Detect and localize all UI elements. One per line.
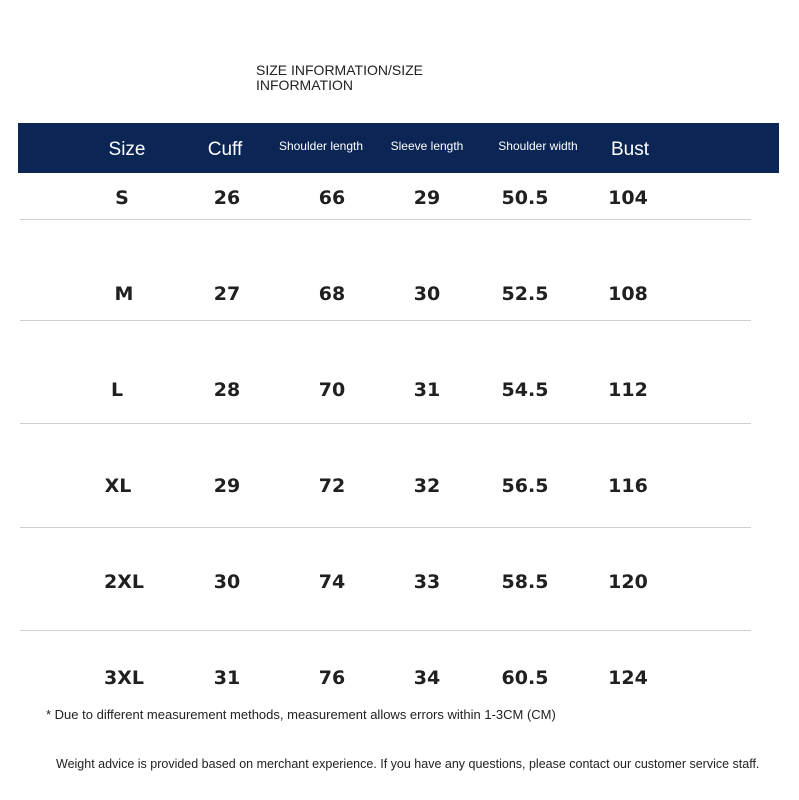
header-shoulder-length: Shoulder length [278,139,364,153]
row-divider [20,630,751,631]
cell-shoulder-length: 66 [318,187,346,209]
cell-size: 3XL [104,667,144,689]
header-size: Size [108,139,146,160]
cell-shoulder-length: 70 [318,379,346,401]
cell-sleeve-length: 31 [413,379,441,401]
table-header [18,123,779,173]
cell-sleeve-length: 32 [413,475,441,497]
header-bust: Bust [610,139,650,160]
cell-shoulder-width: 60.5 [501,667,549,689]
table-row [20,366,751,414]
cell-shoulder-length: 68 [318,283,346,305]
cell-cuff: 29 [213,475,241,497]
row-divider [20,423,751,424]
cell-size: XL [104,475,132,497]
page-title: SIZE INFORMATION/SIZE INFORMATION [256,62,423,93]
row-divider [20,320,751,321]
table-row [20,174,751,222]
table-row [20,462,751,510]
cell-shoulder-length: 76 [318,667,346,689]
cell-shoulder-width: 56.5 [501,475,549,497]
cell-cuff: 26 [213,187,241,209]
measurement-note: * Due to different measurement methods, measurement allows errors within 1-3CM (CM) [46,707,556,722]
cell-size: 2XL [104,571,144,593]
header-shoulder-width: Shoulder width [498,139,578,153]
row-divider [20,219,751,220]
cell-sleeve-length: 33 [413,571,441,593]
cell-bust: 108 [608,283,648,305]
cell-size: S [115,187,129,209]
cell-shoulder-width: 58.5 [501,571,549,593]
row-divider [20,527,751,528]
cell-bust: 104 [608,187,648,209]
cell-shoulder-width: 52.5 [501,283,549,305]
cell-sleeve-length: 29 [413,187,441,209]
cell-shoulder-width: 54.5 [501,379,549,401]
cell-cuff: 31 [213,667,241,689]
cell-cuff: 28 [213,379,241,401]
cell-bust: 124 [608,667,648,689]
cell-bust: 120 [608,571,648,593]
cell-bust: 112 [608,379,648,401]
cell-shoulder-length: 74 [318,571,346,593]
cell-sleeve-length: 34 [413,667,441,689]
weight-advice: Weight advice is provided based on merchant experience. If you have any questions, please contact our customer service staff. [56,757,760,771]
cell-shoulder-length: 72 [318,475,346,497]
cell-bust: 116 [608,475,648,497]
table-row [20,654,751,702]
cell-cuff: 30 [213,571,241,593]
table-row [20,270,751,318]
cell-sleeve-length: 30 [413,283,441,305]
table-row [20,558,751,606]
cell-cuff: 27 [213,283,241,305]
cell-shoulder-width: 50.5 [501,187,549,209]
cell-size: M [114,283,134,305]
header-cuff: Cuff [207,139,243,160]
cell-size: L [110,379,124,401]
header-sleeve-length: Sleeve length [390,139,464,153]
